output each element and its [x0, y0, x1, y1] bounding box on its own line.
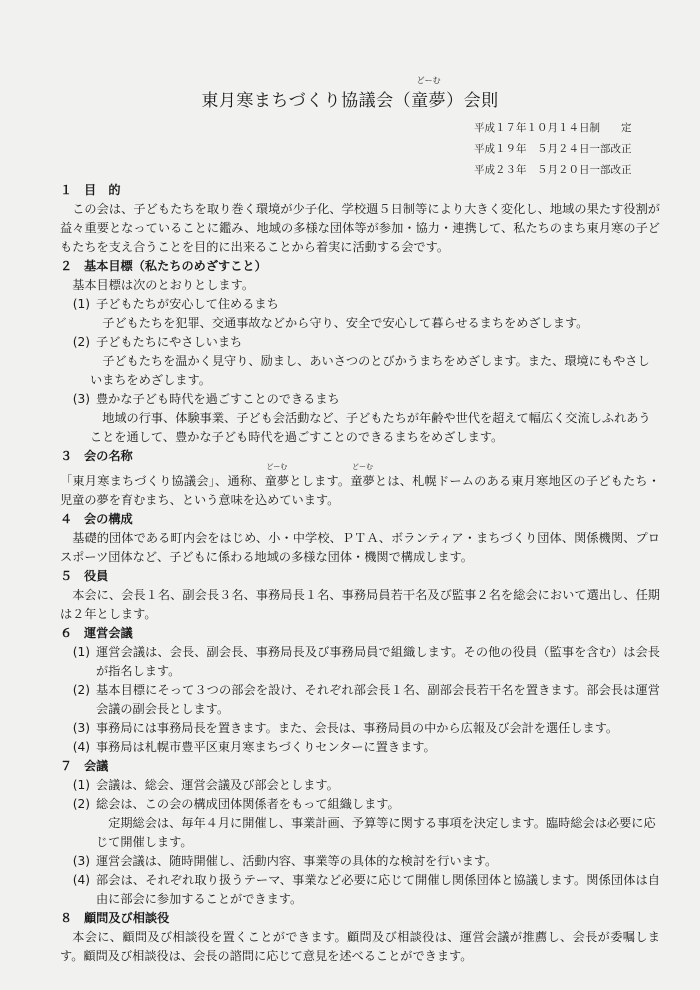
ruby-doumu-1 — [264, 463, 290, 491]
section-number: ２ — [60, 259, 73, 273]
date-revised-1: 平成１９年 ５月２４日一部改正 — [474, 143, 632, 155]
item-number: (1) — [72, 778, 90, 792]
goal-description: 子どもたちを温かく見守り、励まし、あいさつのとびかうまちをめざします。また、環境にもやさしいまちをめざします。 — [90, 354, 650, 387]
item-number: (1) — [72, 645, 90, 659]
item-number: (3) — [72, 721, 90, 735]
item-text: 総会は、この会の構成団体関係者をもって組織します。 — [96, 797, 400, 811]
ruby-base: 童夢 — [264, 474, 290, 488]
item-text: 会議は、総会、運営会議及び部会とします。 — [96, 778, 339, 792]
ruby-base: 童夢 — [350, 474, 375, 488]
item-number: (2) — [72, 335, 90, 349]
section-title: 運営会議 — [84, 626, 133, 640]
section-title: 顧問及び相談役 — [84, 911, 170, 925]
item-text: 事務局には事務局長を置きます。また、会長は、事務局員の中から広報及び会計を選任します。 — [96, 721, 619, 735]
item-number: (2) — [72, 797, 90, 811]
name-paragraph — [60, 463, 661, 510]
item-text: 運営会議は、会長、副会長、事務局長及び事務局員で組織します。その他の役員（監事を含む）は会長が指名します。 — [96, 645, 660, 678]
goal-title: 子どもたちが安心して住めるまち — [96, 297, 279, 311]
item-text: 部会は、それぞれ取り扱うテーマ、事業など必要に応じて開催し関係団体と協議します。関係団体は自由に部会に参加することができます。 — [96, 873, 660, 906]
composition-paragraph: 基礎的団体である町内会をはじめ、小・中学校、ＰＴＡ、ボランティア・まちづくり団体、関係機関、プロスポーツ団体など、子どもに係わる地域の多様な団体・機関で構成します。 — [60, 531, 660, 564]
date-revised-2: 平成２３年 ５月２０日一部改正 — [474, 164, 632, 176]
meeting-item — [60, 871, 660, 909]
name-text-1: 「東月寒まちづくり協議会」、通称、 — [60, 474, 265, 488]
management-item — [60, 643, 660, 681]
name-text-2: とします。 — [289, 474, 351, 488]
item-number: (4) — [72, 873, 90, 887]
officers-paragraph: 本会に、会長１名、副会長３名、事務局長１名、事務局員若干名及び監事２名を総会において選出し、任期は２年とします。 — [60, 588, 660, 621]
goal-title: 豊かな子ども時代を過ごすことのできるまち — [96, 392, 340, 406]
document-title — [0, 76, 700, 111]
title-prefix: 東月寒まちづくり協議会（ — [201, 91, 412, 111]
item-number: (3) — [72, 392, 90, 406]
date-enacted: 平成１７年１０月１４日制 定 — [474, 122, 632, 134]
management-item — [60, 681, 660, 719]
meeting-item — [60, 852, 660, 871]
title-ruby — [411, 76, 447, 111]
section-number: ４ — [60, 512, 73, 526]
purpose-paragraph: この会は、子どもたちを取り巻く環境が少子化、学校週５日制等により大きく変化し、地域の果たす役割が益々重要となっていることに鑑み、地域の多様な団体等が参加・協力・連携して、私たちのまち東月寒の子どもたちを支え合うことを目的に出来ることから着実に活動する会です。 — [60, 202, 660, 254]
section-title: 会の構成 — [84, 512, 133, 526]
section-heading-meetings — [60, 757, 660, 776]
item-text: 事務局は札幌市豊平区東月寒まちづくりセンターに置きます。 — [96, 740, 436, 754]
goals-intro: 基本目標は次のとおりとします。 — [72, 278, 255, 292]
management-item — [60, 719, 660, 738]
section-number: ３ — [60, 449, 73, 463]
goal-description: 地域の行事、体験事業、子ども会活動など、子どもたちが年齢や世代を超えて幅広く交流しふれあうことを通して、豊かな子ども時代を過ごすことのできるまちをめざします。 — [90, 411, 651, 444]
item-number: (3) — [72, 854, 90, 868]
section-heading-management — [60, 624, 660, 643]
meeting-item — [60, 776, 660, 795]
section-heading-goals — [60, 257, 660, 276]
item-number: (4) — [72, 740, 90, 754]
revision-dates — [474, 118, 632, 181]
title-ruby-base: 童夢 — [411, 91, 447, 111]
section-heading-advisors — [60, 909, 660, 928]
section-heading-officers — [60, 567, 660, 586]
section-title: 基本目標（私たちのめざすこと） — [84, 259, 267, 273]
section-number: ８ — [60, 911, 73, 925]
item-number: (1) — [72, 297, 90, 311]
goal-title: 子どもたちにやさしいまち — [96, 335, 243, 349]
goal-description: 子どもたちを犯罪、交通事故などから守り、安全で安心して暮らせるまちをめざします。 — [102, 316, 589, 330]
meeting-subtext: 定期総会は、毎年４月に開催し、事業計画、予算等に関する事項を決定します。臨時総会は必要に応じて開催します。 — [96, 816, 656, 849]
goal-item — [60, 295, 660, 314]
section-number: ５ — [60, 569, 73, 583]
item-text: 基本目標にそって３つの部会を設け、それぞれ部会長１名、副部会長若干名を置きます。部会長は運営会議の副会長とします。 — [96, 683, 660, 716]
meeting-item — [60, 795, 660, 814]
ruby-reading: どーむ — [352, 463, 374, 471]
ruby-reading: どーむ — [266, 463, 288, 471]
section-heading-purpose — [60, 181, 660, 200]
section-title: 役員 — [84, 569, 109, 583]
section-title: 会の名称 — [84, 449, 133, 463]
goal-item — [60, 390, 660, 409]
item-number: (2) — [72, 683, 90, 697]
document-body — [60, 181, 660, 966]
name-text-3: とは、札幌ドームのある東月寒地区の子どもたち・児童の夢を育むまち、という意味を込めています。 — [60, 474, 661, 507]
item-text: 運営会議は、随時開催し、活動内容、事業等の具体的な検討を行います。 — [96, 854, 498, 868]
section-number: １ — [60, 183, 73, 197]
section-title: 目 的 — [84, 183, 121, 197]
advisors-paragraph: 本会に、顧問及び相談役を置くことができます。顧問及び相談役は、運営会議が推薦し、会長が委嘱します。顧問及び相談役は、会長の諮問に応じて意見を述べることができます。 — [60, 930, 660, 963]
ruby-doumu-2 — [350, 463, 375, 491]
section-heading-composition — [60, 510, 660, 529]
title-suffix: ）会則 — [446, 91, 499, 111]
section-number: ６ — [60, 626, 73, 640]
management-item — [60, 738, 660, 757]
goal-item — [60, 333, 660, 352]
section-number: ７ — [60, 759, 73, 773]
section-title: 会議 — [84, 759, 109, 773]
title-ruby-reading: どーむ — [416, 76, 441, 85]
